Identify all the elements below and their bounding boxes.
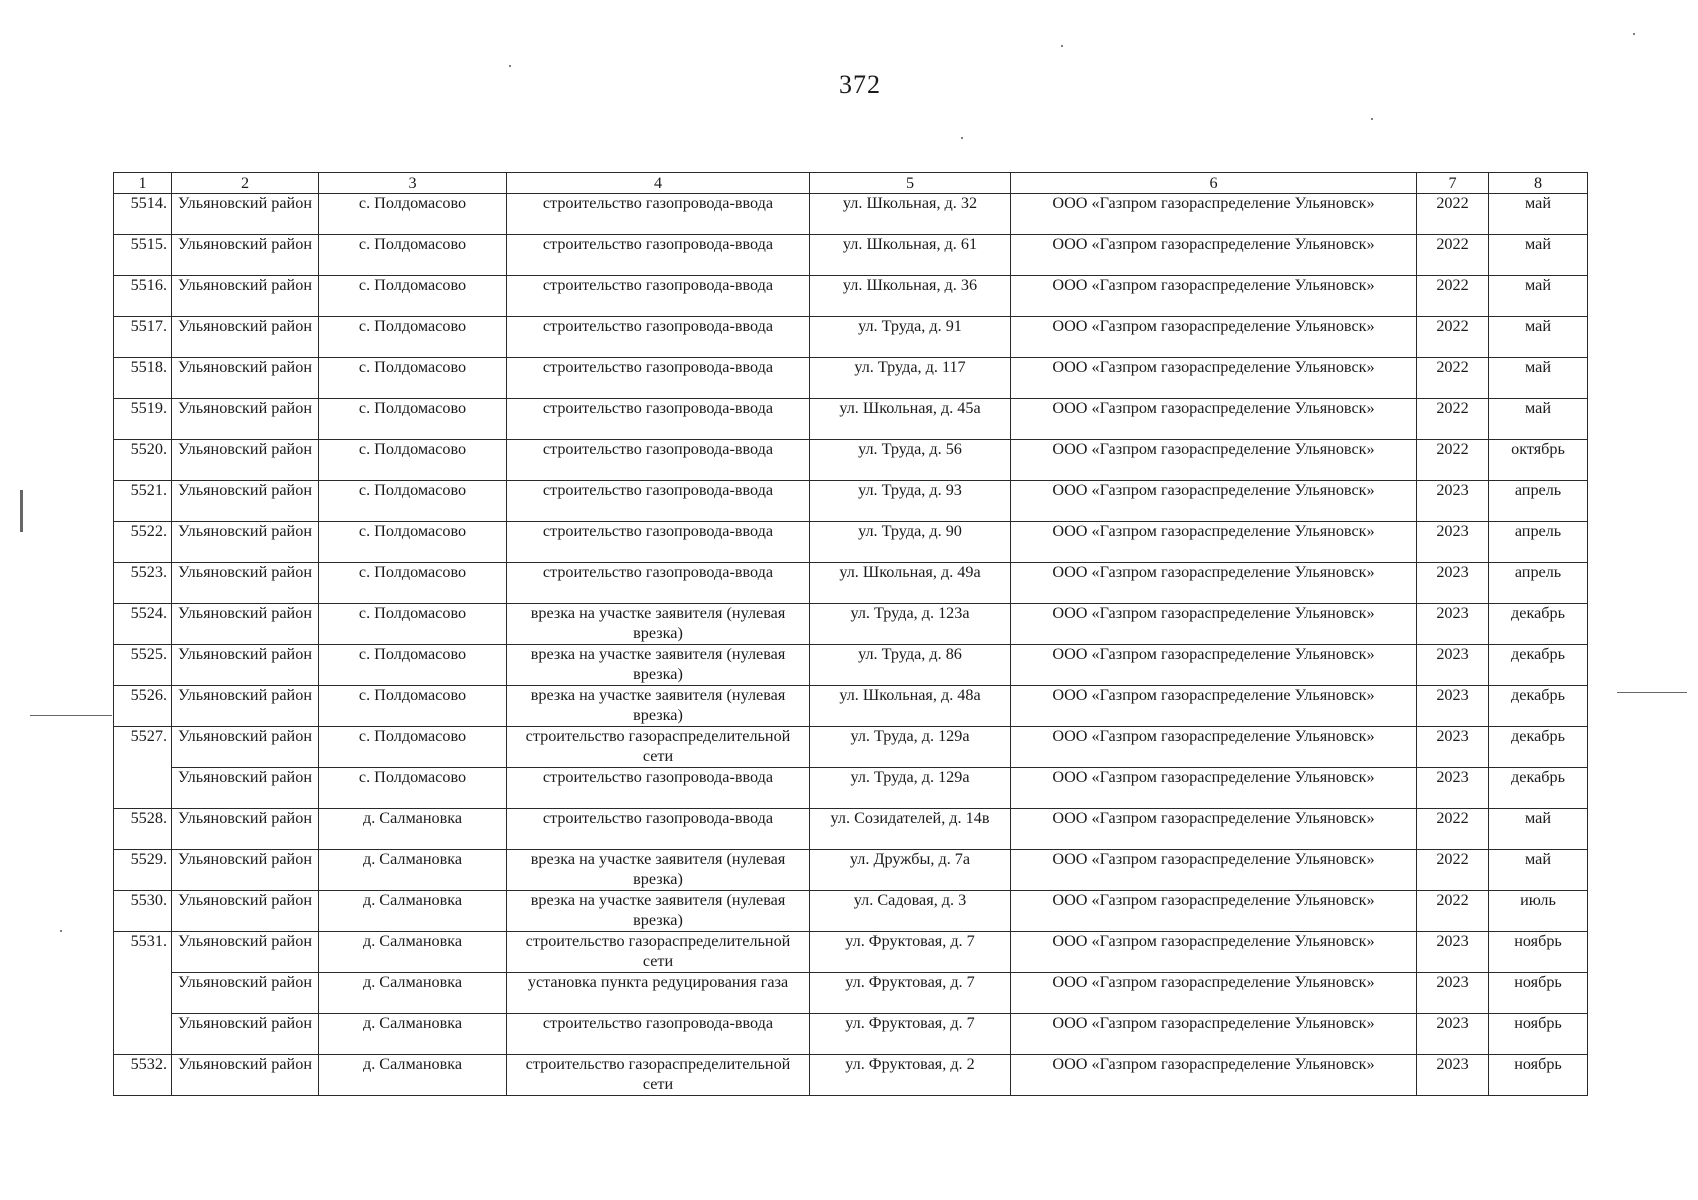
address-cell: ул. Дружбы, д. 7а bbox=[810, 850, 1011, 891]
work-type-cell: строительство газопровода-ввода bbox=[507, 809, 810, 850]
year-cell: 2022 bbox=[1417, 809, 1489, 850]
address-cell: ул. Труда, д. 129а bbox=[810, 768, 1011, 809]
row-number: 5527. bbox=[114, 727, 172, 768]
locality-cell: с. Полдомасово bbox=[319, 645, 507, 686]
address-cell: ул. Труда, д. 56 bbox=[810, 440, 1011, 481]
table-row bbox=[114, 727, 1588, 768]
address-cell: ул. Школьная, д. 45а bbox=[810, 399, 1011, 440]
address-cell: ул. Школьная, д. 32 bbox=[810, 194, 1011, 235]
month-cell: апрель bbox=[1489, 522, 1588, 563]
district-cell: Ульяновский район bbox=[172, 481, 319, 522]
address-cell: ул. Школьная, д. 48а bbox=[810, 686, 1011, 727]
work-type-cell: строительство газораспределительной сети bbox=[507, 932, 810, 973]
district-cell: Ульяновский район bbox=[172, 686, 319, 727]
organization-cell: ООО «Газпром газораспределение Ульяновск» bbox=[1011, 686, 1417, 727]
row-number: 5531. bbox=[114, 932, 172, 973]
row-number: 5524. bbox=[114, 604, 172, 645]
year-cell: 2022 bbox=[1417, 317, 1489, 358]
organization-cell: ООО «Газпром газораспределение Ульяновск» bbox=[1011, 194, 1417, 235]
table-row bbox=[114, 604, 1588, 645]
locality-cell: д. Салмановка bbox=[319, 973, 507, 1014]
year-cell: 2022 bbox=[1417, 399, 1489, 440]
scan-speck bbox=[1061, 45, 1063, 47]
work-type-cell: строительство газопровода-ввода bbox=[507, 235, 810, 276]
table-row bbox=[114, 481, 1588, 522]
row-number: 5518. bbox=[114, 358, 172, 399]
district-cell: Ульяновский район bbox=[172, 317, 319, 358]
month-cell: май bbox=[1489, 850, 1588, 891]
year-cell: 2023 bbox=[1417, 481, 1489, 522]
column-header: 4 bbox=[507, 173, 810, 194]
table-row bbox=[114, 276, 1588, 317]
work-type-cell: строительство газопровода-ввода bbox=[507, 276, 810, 317]
row-number: 5525. bbox=[114, 645, 172, 686]
scan-speck bbox=[961, 137, 963, 139]
row-number: 5520. bbox=[114, 440, 172, 481]
work-type-cell: врезка на участке заявителя (нулевая врезка) bbox=[507, 850, 810, 891]
district-cell: Ульяновский район bbox=[172, 604, 319, 645]
district-cell: Ульяновский район bbox=[172, 440, 319, 481]
organization-cell: ООО «Газпром газораспределение Ульяновск» bbox=[1011, 891, 1417, 932]
month-cell: ноябрь bbox=[1489, 973, 1588, 1014]
organization-cell: ООО «Газпром газораспределение Ульяновск» bbox=[1011, 809, 1417, 850]
year-cell: 2023 bbox=[1417, 727, 1489, 768]
district-cell: Ульяновский район bbox=[172, 194, 319, 235]
organization-cell: ООО «Газпром газораспределение Ульяновск» bbox=[1011, 481, 1417, 522]
work-type-cell: врезка на участке заявителя (нулевая врезка) bbox=[507, 645, 810, 686]
work-type-cell: строительство газопровода-ввода bbox=[507, 440, 810, 481]
locality-cell: с. Полдомасово bbox=[319, 481, 507, 522]
locality-cell: с. Полдомасово bbox=[319, 604, 507, 645]
data-table bbox=[113, 172, 1588, 1096]
table-row bbox=[114, 358, 1588, 399]
organization-cell: ООО «Газпром газораспределение Ульяновск» bbox=[1011, 727, 1417, 768]
work-type-cell: врезка на участке заявителя (нулевая врезка) bbox=[507, 604, 810, 645]
column-header: 3 bbox=[319, 173, 507, 194]
row-number bbox=[114, 973, 172, 1014]
work-type-cell: строительство газопровода-ввода bbox=[507, 1014, 810, 1055]
row-number: 5528. bbox=[114, 809, 172, 850]
district-cell: Ульяновский район bbox=[172, 727, 319, 768]
locality-cell: д. Салмановка bbox=[319, 1055, 507, 1096]
organization-cell: ООО «Газпром газораспределение Ульяновск» bbox=[1011, 1055, 1417, 1096]
organization-cell: ООО «Газпром газораспределение Ульяновск» bbox=[1011, 276, 1417, 317]
month-cell: май bbox=[1489, 194, 1588, 235]
year-cell: 2023 bbox=[1417, 522, 1489, 563]
organization-cell: ООО «Газпром газораспределение Ульяновск» bbox=[1011, 317, 1417, 358]
row-number: 5532. bbox=[114, 1055, 172, 1096]
month-cell: декабрь bbox=[1489, 604, 1588, 645]
address-cell: ул. Фруктовая, д. 7 bbox=[810, 932, 1011, 973]
locality-cell: д. Салмановка bbox=[319, 891, 507, 932]
year-cell: 2023 bbox=[1417, 686, 1489, 727]
table-row bbox=[114, 399, 1588, 440]
work-type-cell: строительство газораспределительной сети bbox=[507, 1055, 810, 1096]
address-cell: ул. Созидателей, д. 14в bbox=[810, 809, 1011, 850]
address-cell: ул. Фруктовая, д. 7 bbox=[810, 973, 1011, 1014]
month-cell: октябрь bbox=[1489, 440, 1588, 481]
year-cell: 2022 bbox=[1417, 358, 1489, 399]
organization-cell: ООО «Газпром газораспределение Ульяновск» bbox=[1011, 440, 1417, 481]
table-row bbox=[114, 522, 1588, 563]
month-cell: май bbox=[1489, 809, 1588, 850]
row-number: 5523. bbox=[114, 563, 172, 604]
table-row bbox=[114, 973, 1588, 1014]
district-cell: Ульяновский район bbox=[172, 809, 319, 850]
address-cell: ул. Труда, д. 91 bbox=[810, 317, 1011, 358]
row-number: 5519. bbox=[114, 399, 172, 440]
district-cell: Ульяновский район bbox=[172, 522, 319, 563]
locality-cell: с. Полдомасово bbox=[319, 522, 507, 563]
month-cell: май bbox=[1489, 235, 1588, 276]
district-cell: Ульяновский район bbox=[172, 1014, 319, 1055]
month-cell: ноябрь bbox=[1489, 1014, 1588, 1055]
row-number: 5516. bbox=[114, 276, 172, 317]
locality-cell: с. Полдомасово bbox=[319, 686, 507, 727]
work-type-cell: строительство газопровода-ввода bbox=[507, 358, 810, 399]
district-cell: Ульяновский район bbox=[172, 768, 319, 809]
year-cell: 2023 bbox=[1417, 645, 1489, 686]
table-body bbox=[114, 194, 1588, 1096]
scan-edge-mark bbox=[20, 490, 23, 532]
work-type-cell: врезка на участке заявителя (нулевая врезка) bbox=[507, 686, 810, 727]
district-cell: Ульяновский район bbox=[172, 932, 319, 973]
row-number: 5514. bbox=[114, 194, 172, 235]
work-type-cell: строительство газопровода-ввода bbox=[507, 317, 810, 358]
locality-cell: д. Салмановка bbox=[319, 1014, 507, 1055]
month-cell: декабрь bbox=[1489, 727, 1588, 768]
year-cell: 2023 bbox=[1417, 1014, 1489, 1055]
address-cell: ул. Труда, д. 86 bbox=[810, 645, 1011, 686]
year-cell: 2023 bbox=[1417, 1055, 1489, 1096]
row-number: 5517. bbox=[114, 317, 172, 358]
scan-speck bbox=[1371, 118, 1373, 120]
organization-cell: ООО «Газпром газораспределение Ульяновск» bbox=[1011, 522, 1417, 563]
address-cell: ул. Садовая, д. 3 bbox=[810, 891, 1011, 932]
table-row bbox=[114, 932, 1588, 973]
locality-cell: с. Полдомасово bbox=[319, 727, 507, 768]
scan-edge-mark bbox=[1617, 692, 1687, 693]
address-cell: ул. Школьная, д. 36 bbox=[810, 276, 1011, 317]
year-cell: 2022 bbox=[1417, 276, 1489, 317]
year-cell: 2023 bbox=[1417, 563, 1489, 604]
organization-cell: ООО «Газпром газораспределение Ульяновск» bbox=[1011, 235, 1417, 276]
scan-speck bbox=[60, 930, 62, 932]
month-cell: декабрь bbox=[1489, 768, 1588, 809]
address-cell: ул. Фруктовая, д. 2 bbox=[810, 1055, 1011, 1096]
address-cell: ул. Труда, д. 129а bbox=[810, 727, 1011, 768]
column-header: 5 bbox=[810, 173, 1011, 194]
month-cell: май bbox=[1489, 317, 1588, 358]
locality-cell: с. Полдомасово bbox=[319, 317, 507, 358]
organization-cell: ООО «Газпром газораспределение Ульяновск» bbox=[1011, 604, 1417, 645]
row-number: 5515. bbox=[114, 235, 172, 276]
organization-cell: ООО «Газпром газораспределение Ульяновск» bbox=[1011, 645, 1417, 686]
locality-cell: с. Полдомасово bbox=[319, 399, 507, 440]
row-number: 5530. bbox=[114, 891, 172, 932]
table-row bbox=[114, 563, 1588, 604]
work-type-cell: врезка на участке заявителя (нулевая врезка) bbox=[507, 891, 810, 932]
district-cell: Ульяновский район bbox=[172, 973, 319, 1014]
district-cell: Ульяновский район bbox=[172, 645, 319, 686]
table-row bbox=[114, 194, 1588, 235]
table-row bbox=[114, 768, 1588, 809]
locality-cell: с. Полдомасово bbox=[319, 440, 507, 481]
year-cell: 2022 bbox=[1417, 891, 1489, 932]
organization-cell: ООО «Газпром газораспределение Ульяновск» bbox=[1011, 358, 1417, 399]
scan-speck bbox=[1633, 33, 1635, 35]
month-cell: декабрь bbox=[1489, 645, 1588, 686]
work-type-cell: строительство газопровода-ввода bbox=[507, 768, 810, 809]
page-number: 372 bbox=[839, 70, 881, 99]
row-number: 5521. bbox=[114, 481, 172, 522]
work-type-cell: строительство газопровода-ввода bbox=[507, 399, 810, 440]
month-cell: апрель bbox=[1489, 563, 1588, 604]
table-row bbox=[114, 1014, 1588, 1055]
work-type-cell: строительство газопровода-ввода bbox=[507, 522, 810, 563]
year-cell: 2023 bbox=[1417, 932, 1489, 973]
district-cell: Ульяновский район bbox=[172, 235, 319, 276]
address-cell: ул. Школьная, д. 49а bbox=[810, 563, 1011, 604]
row-number: 5522. bbox=[114, 522, 172, 563]
year-cell: 2022 bbox=[1417, 235, 1489, 276]
year-cell: 2022 bbox=[1417, 440, 1489, 481]
locality-cell: с. Полдомасово bbox=[319, 358, 507, 399]
locality-cell: с. Полдомасово bbox=[319, 235, 507, 276]
month-cell: декабрь bbox=[1489, 686, 1588, 727]
locality-cell: с. Полдомасово bbox=[319, 276, 507, 317]
organization-cell: ООО «Газпром газораспределение Ульяновск» bbox=[1011, 850, 1417, 891]
column-header: 6 bbox=[1011, 173, 1417, 194]
address-cell: ул. Школьная, д. 61 bbox=[810, 235, 1011, 276]
district-cell: Ульяновский район bbox=[172, 1055, 319, 1096]
column-header: 7 bbox=[1417, 173, 1489, 194]
work-type-cell: строительство газопровода-ввода bbox=[507, 194, 810, 235]
organization-cell: ООО «Газпром газораспределение Ульяновск» bbox=[1011, 768, 1417, 809]
organization-cell: ООО «Газпром газораспределение Ульяновск» bbox=[1011, 399, 1417, 440]
row-number bbox=[114, 768, 172, 809]
organization-cell: ООО «Газпром газораспределение Ульяновск» bbox=[1011, 973, 1417, 1014]
month-cell: май bbox=[1489, 276, 1588, 317]
table-row bbox=[114, 317, 1588, 358]
table-row bbox=[114, 809, 1588, 850]
work-type-cell: строительство газопровода-ввода bbox=[507, 563, 810, 604]
table-row bbox=[114, 235, 1588, 276]
month-cell: ноябрь bbox=[1489, 1055, 1588, 1096]
row-number bbox=[114, 1014, 172, 1055]
table-row bbox=[114, 440, 1588, 481]
table-row bbox=[114, 686, 1588, 727]
column-number-row bbox=[114, 173, 1588, 194]
table-row bbox=[114, 645, 1588, 686]
address-cell: ул. Труда, д. 93 bbox=[810, 481, 1011, 522]
month-cell: май bbox=[1489, 358, 1588, 399]
organization-cell: ООО «Газпром газораспределение Ульяновск» bbox=[1011, 563, 1417, 604]
table-row bbox=[114, 850, 1588, 891]
scan-speck bbox=[509, 65, 511, 67]
organization-cell: ООО «Газпром газораспределение Ульяновск» bbox=[1011, 932, 1417, 973]
work-type-cell: установка пункта редуцирования газа bbox=[507, 973, 810, 1014]
table-row bbox=[114, 1055, 1588, 1096]
column-header: 2 bbox=[172, 173, 319, 194]
address-cell: ул. Труда, д. 123а bbox=[810, 604, 1011, 645]
work-type-cell: строительство газораспределительной сети bbox=[507, 727, 810, 768]
locality-cell: с. Полдомасово bbox=[319, 563, 507, 604]
locality-cell: д. Салмановка bbox=[319, 932, 507, 973]
district-cell: Ульяновский район bbox=[172, 891, 319, 932]
month-cell: ноябрь bbox=[1489, 932, 1588, 973]
year-cell: 2023 bbox=[1417, 768, 1489, 809]
scan-edge-mark bbox=[30, 715, 112, 716]
row-number: 5526. bbox=[114, 686, 172, 727]
address-cell: ул. Фруктовая, д. 7 bbox=[810, 1014, 1011, 1055]
district-cell: Ульяновский район bbox=[172, 563, 319, 604]
column-header: 8 bbox=[1489, 173, 1588, 194]
year-cell: 2022 bbox=[1417, 194, 1489, 235]
year-cell: 2023 bbox=[1417, 604, 1489, 645]
organization-cell: ООО «Газпром газораспределение Ульяновск» bbox=[1011, 1014, 1417, 1055]
work-type-cell: строительство газопровода-ввода bbox=[507, 481, 810, 522]
row-number: 5529. bbox=[114, 850, 172, 891]
year-cell: 2023 bbox=[1417, 973, 1489, 1014]
column-header: 1 bbox=[114, 173, 172, 194]
table-row bbox=[114, 891, 1588, 932]
district-cell: Ульяновский район bbox=[172, 850, 319, 891]
locality-cell: д. Салмановка bbox=[319, 809, 507, 850]
district-cell: Ульяновский район bbox=[172, 358, 319, 399]
address-cell: ул. Труда, д. 90 bbox=[810, 522, 1011, 563]
month-cell: июль bbox=[1489, 891, 1588, 932]
locality-cell: д. Салмановка bbox=[319, 850, 507, 891]
month-cell: май bbox=[1489, 399, 1588, 440]
locality-cell: с. Полдомасово bbox=[319, 194, 507, 235]
address-cell: ул. Труда, д. 117 bbox=[810, 358, 1011, 399]
district-cell: Ульяновский район bbox=[172, 399, 319, 440]
locality-cell: с. Полдомасово bbox=[319, 768, 507, 809]
district-cell: Ульяновский район bbox=[172, 276, 319, 317]
year-cell: 2022 bbox=[1417, 850, 1489, 891]
month-cell: апрель bbox=[1489, 481, 1588, 522]
